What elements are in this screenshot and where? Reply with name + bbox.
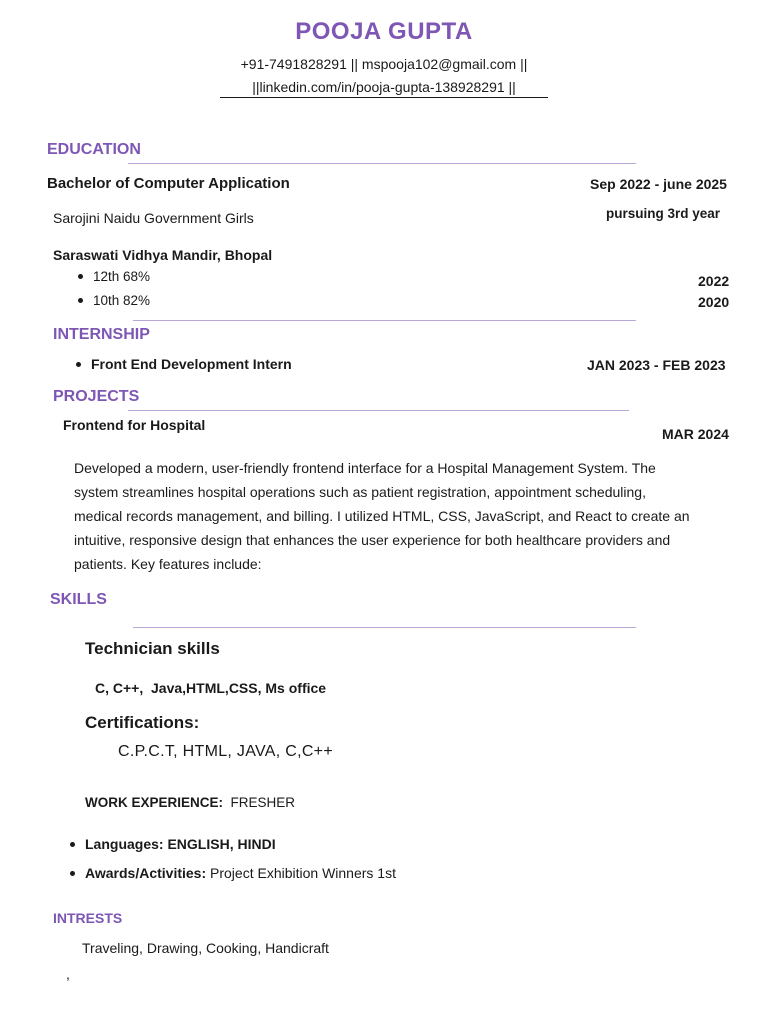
- internship-dates: JAN 2023 - FEB 2023: [587, 357, 726, 373]
- grade-item: [78, 293, 150, 308]
- contact-linkedin[interactable]: ||linkedin.com/in/pooja-gupta-138928291 ||: [220, 79, 548, 98]
- section-divider: [128, 410, 629, 411]
- project-description: Developed a modern, user-friendly frontend interface for a Hospital Management System. The system streamlines hospital operations such as patient registration, appointment scheduling, medical records management, and billing. I utilized HTML, CSS, JavaScript, and React to create an intuitive, responsive design that enhances the user experience for both healthcare providers and patients. Key features include:: [74, 460, 690, 572]
- awards-item: [70, 865, 396, 881]
- section-title-projects: PROJECTS: [53, 388, 140, 405]
- school-name: Saraswati Vidhya Mandir, Bhopal: [53, 247, 273, 263]
- bullet-icon: [78, 274, 83, 279]
- candidate-name: POOJA GUPTA: [295, 18, 473, 45]
- technician-skills-list: C, C++, Java,HTML,CSS, Ms office: [95, 680, 327, 696]
- technician-skills-heading: Technician skills: [85, 639, 220, 658]
- section-title-skills: SKILLS: [50, 591, 107, 608]
- college-name: Sarojini Naidu Government Girls: [53, 210, 254, 226]
- work-experience-value: FRESHER: [230, 795, 296, 810]
- degree-title: Bachelor of Computer Application: [47, 175, 290, 192]
- grade-label: 12th 68%: [93, 269, 151, 284]
- languages-item: [70, 836, 276, 852]
- section-divider: [133, 627, 636, 628]
- contact-phone-email: +91-7491828291 || mspooja102@gmail.com ||: [240, 56, 528, 72]
- project-date: MAR 2024: [662, 426, 729, 442]
- grade-year: 2022: [698, 273, 730, 289]
- college-status: pursuing 3rd year: [606, 206, 721, 221]
- awards-value: Project Exhibition Winners 1st: [210, 865, 396, 881]
- bullet-icon: [78, 298, 83, 303]
- work-experience: [85, 795, 295, 810]
- footer-mark: ,: [66, 966, 70, 982]
- languages-label: Languages:: [85, 836, 164, 852]
- grade-label: 10th 82%: [93, 293, 151, 308]
- bullet-icon: [76, 362, 81, 367]
- grade-item: [78, 269, 150, 284]
- section-title-interests: INTRESTS: [53, 910, 123, 926]
- bullet-icon: [70, 842, 75, 847]
- section-divider: [133, 320, 636, 321]
- awards-label: Awards/Activities:: [85, 865, 207, 881]
- section-title-internship: INTERNSHIP: [53, 326, 150, 343]
- project-name: Frontend for Hospital: [63, 417, 206, 433]
- section-title-education: EDUCATION: [47, 141, 141, 158]
- internship-item: [76, 356, 292, 372]
- certifications-heading: Certifications:: [85, 713, 200, 732]
- bullet-icon: [70, 871, 75, 876]
- certifications-list: C.P.C.T, HTML, JAVA, C,C++: [118, 743, 333, 760]
- work-experience-label: WORK EXPERIENCE:: [85, 795, 224, 810]
- internship-role: Front End Development Intern: [91, 356, 292, 372]
- languages-value: ENGLISH, HINDI: [167, 836, 276, 852]
- interests-list: Traveling, Drawing, Cooking, Handicraft: [82, 940, 329, 956]
- grade-year: 2020: [698, 294, 730, 310]
- degree-dates: Sep 2022 - june 2025: [590, 176, 727, 192]
- section-divider: [128, 163, 636, 164]
